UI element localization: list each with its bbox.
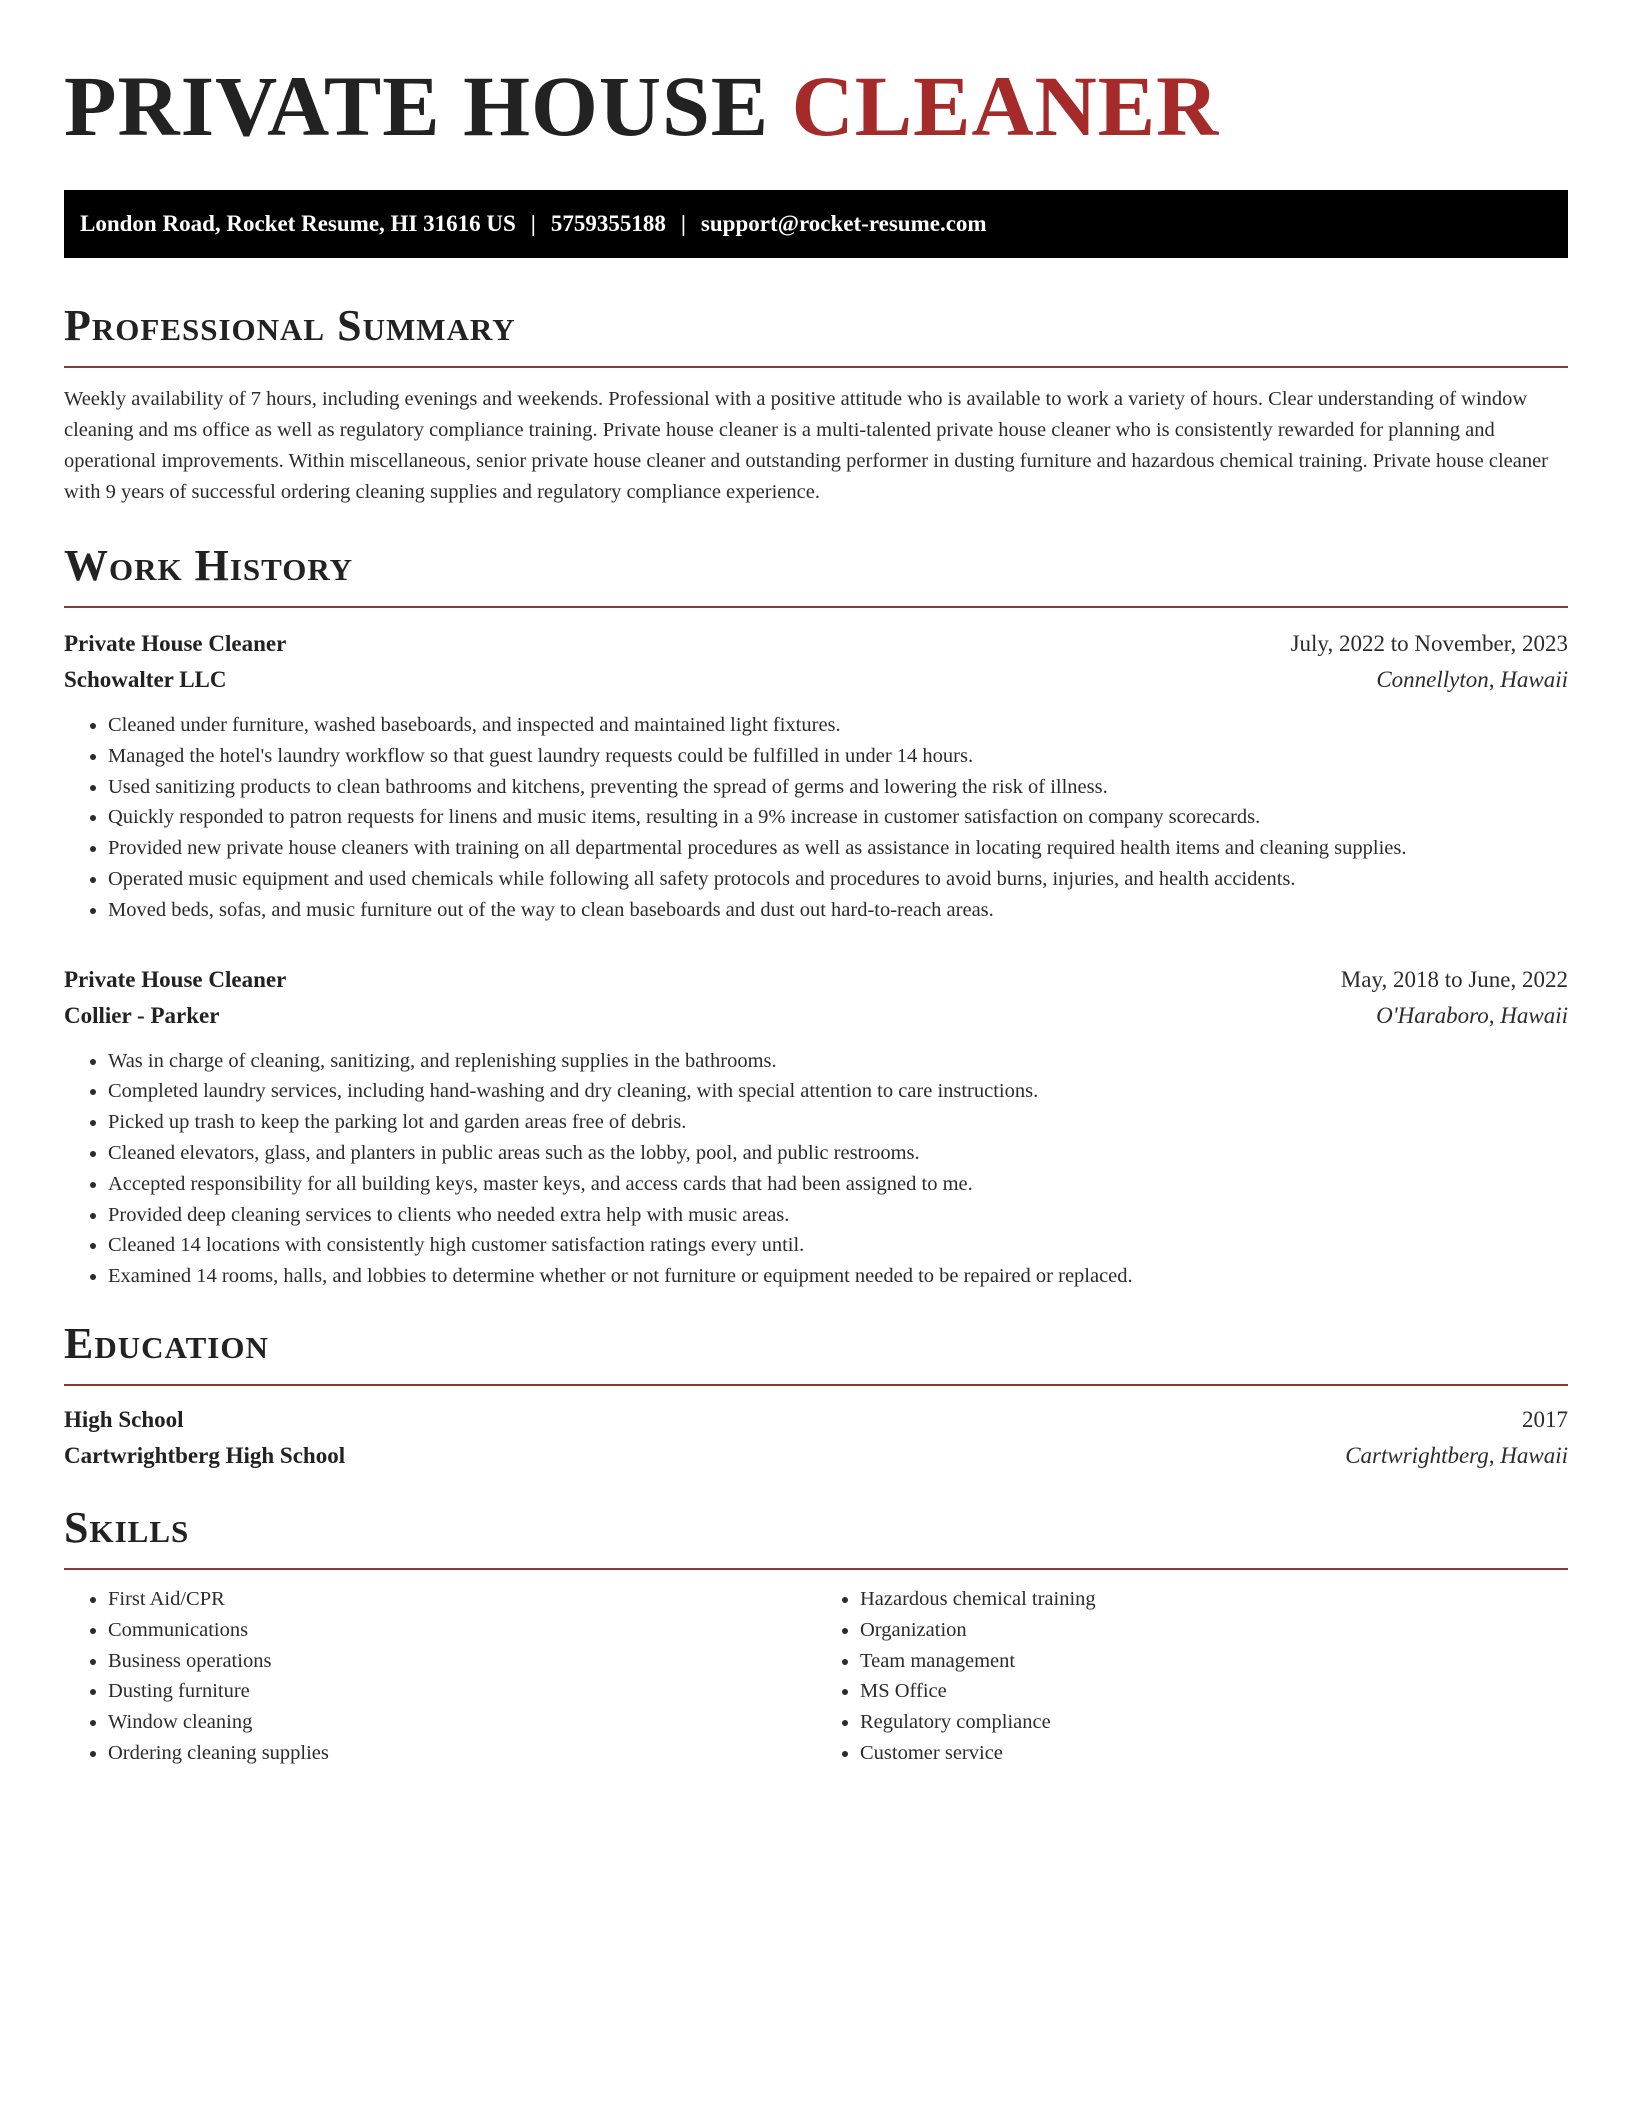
job-bullets	[64, 1046, 1568, 1292]
job-dates: May, 2018 to June, 2022	[1340, 966, 1568, 992]
skill-item: • Team management	[860, 1646, 1568, 1677]
skills-column-right	[816, 1584, 1568, 1769]
job-entry	[64, 962, 1568, 1292]
skill-item: • Organization	[860, 1615, 1568, 1646]
job-bullet: • Cleaned 14 locations with consistently high customer satisfaction ratings every until.	[108, 1230, 1568, 1261]
job-company: Schowalter LLC	[64, 667, 227, 692]
job-company: Collier - Parker	[64, 1002, 220, 1028]
job-header-row	[64, 626, 1568, 662]
skill-item: • Ordering cleaning supplies	[108, 1738, 816, 1769]
job-bullet: • Cleaned under furniture, washed baseboards, and inspected and maintained light fixtures.	[108, 710, 1568, 741]
education-year: 2017	[1522, 1406, 1568, 1432]
job-bullet: • Moved beds, sofas, and music furniture out of the way to clean baseboards and dust out hard-to-reach areas.	[108, 895, 1568, 926]
skill-item: • MS Office	[860, 1676, 1568, 1707]
skill-item: • First Aid/CPR	[108, 1584, 816, 1615]
job-location: O'Haraboro, Hawaii	[1376, 1002, 1568, 1028]
skill-item: • Regulatory compliance	[860, 1707, 1568, 1738]
skill-item: • Customer service	[860, 1738, 1568, 1769]
education-entry	[64, 1402, 1568, 1474]
skills-column-left	[64, 1584, 816, 1769]
job-company-row	[64, 662, 1568, 698]
job-bullet: • Managed the hotel's laundry workflow so that guest laundry requests could be fulfilled in under 14 hours.	[108, 741, 1568, 772]
skill-item: • Communications	[108, 1615, 816, 1646]
work-history-section	[64, 540, 1568, 1292]
title-accent: CLEANER	[791, 58, 1220, 154]
summary-text: Weekly availability of 7 hours, including evenings and weekends. Professional with a positive attitude who is available to work a variety of hours. Clear understanding of window cleaning and ms office as well as regulatory compliance training. Private house cleaner is a multi-talented private house cleaner who is consistently rewarded for planning and operational improvements. Within miscellaneous, senior private house cleaner and outstanding performer in dusting furniture and hazardous chemical training. Private house cleaner with 9 years of successful ordering cleaning supplies and regulatory compliance experience.	[64, 388, 1549, 503]
education-degree-row	[64, 1402, 1568, 1438]
job-bullet: • Accepted responsibility for all building keys, master keys, and access cards that had been assigned to me.	[108, 1169, 1568, 1200]
job-bullets	[64, 710, 1568, 926]
job-title: Private House Cleaner	[64, 631, 287, 656]
education-school: Cartwrightberg High School	[64, 1442, 346, 1468]
job-company-row	[64, 998, 1568, 1034]
job-bullet: • Provided new private house cleaners with training on all departmental procedures as well as assistance in locating required health items and cleaning supplies.	[108, 833, 1568, 864]
section-divider	[64, 1568, 1568, 1570]
education-degree: High School	[64, 1406, 184, 1432]
section-divider	[64, 1384, 1568, 1386]
education-school-row	[64, 1438, 1568, 1474]
education-heading: Education	[64, 1318, 269, 1368]
contact-address: London Road, Rocket Resume, HI 31616 US	[80, 211, 516, 236]
education-section	[64, 1318, 1568, 1474]
contact-bar	[64, 190, 1568, 258]
skills-heading: Skills	[64, 1502, 190, 1552]
job-title: Private House Cleaner	[64, 966, 287, 992]
job-bullet: • Was in charge of cleaning, sanitizing, and replenishing supplies in the bathrooms.	[108, 1046, 1568, 1077]
title-main: PRIVATE HOUSE	[64, 58, 770, 154]
skill-item: • Window cleaning	[108, 1707, 816, 1738]
resume-title	[64, 56, 1568, 156]
skill-item: • Business operations	[108, 1646, 816, 1677]
contact-email[interactable]: support@rocket-resume.com	[700, 211, 987, 236]
education-location: Cartwrightberg, Hawaii	[1345, 1442, 1568, 1468]
job-bullet: • Provided deep cleaning services to clients who needed extra help with music areas.	[108, 1200, 1568, 1231]
skills-section	[64, 1502, 1568, 1769]
skill-item: • Dusting furniture	[108, 1676, 816, 1707]
job-bullet: • Picked up trash to keep the parking lot and garden areas free of debris.	[108, 1107, 1568, 1138]
job-bullet: • Operated music equipment and used chemicals while following all safety protocols and procedures to avoid burns, injuries, and health accidents.	[108, 864, 1568, 895]
skill-item: • Hazardous chemical training	[860, 1584, 1568, 1615]
job-bullet: • Cleaned elevators, glass, and planters in public areas such as the lobby, pool, and public restrooms.	[108, 1138, 1568, 1169]
contact-phone[interactable]: 5759355188	[550, 211, 666, 236]
work-history-heading: Work History	[64, 541, 354, 590]
job-bullet: • Quickly responded to patron requests for linens and music items, resulting in a 9% increase in customer satisfaction on company scorecards.	[108, 802, 1568, 833]
summary-section	[64, 300, 1568, 508]
job-header-row	[64, 962, 1568, 998]
job-entry	[64, 626, 1568, 926]
contact-separator: |	[680, 211, 686, 236]
job-bullet: • Used sanitizing products to clean bathrooms and kitchens, preventing the spread of germs and lowering the risk of illness.	[108, 772, 1568, 803]
section-divider	[64, 366, 1568, 368]
job-bullet: • Examined 14 rooms, halls, and lobbies to determine whether or not furniture or equipment needed to be repaired or replaced.	[108, 1261, 1568, 1292]
job-dates: July, 2022 to November, 2023	[1290, 631, 1568, 656]
summary-heading: Professional Summary	[64, 301, 516, 350]
section-divider	[64, 606, 1568, 608]
contact-separator: |	[530, 211, 536, 236]
skills-grid	[64, 1584, 1568, 1769]
job-bullet: • Completed laundry services, including hand-washing and dry cleaning, with special attention to care instructions.	[108, 1076, 1568, 1107]
job-location: Connellyton, Hawaii	[1376, 667, 1568, 692]
